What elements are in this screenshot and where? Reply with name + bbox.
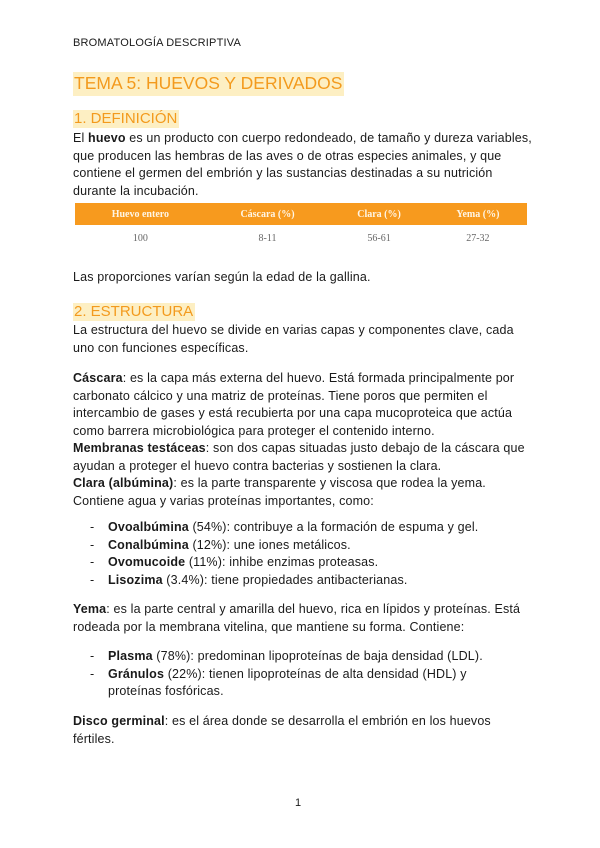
cascara-paragraph: Cáscara: es la capa más externa del huevo. Está formada principalmente por carbonato cálcico y una matriz de proteínas. Tiene poros que permiten el intercambio de gases y está recubierta por una capa mucoproteica que actúa como barrera microbiológica para proteger el contenido interno.	[73, 371, 515, 438]
running-header: BROMATOLOGÍA DESCRIPTIVA	[73, 37, 242, 49]
definition-paragraph: El huevo es un producto con cuerpo redondeado, de tamaño y dureza variables, que producen las hembras de las aves o de otras especies animales, y que contiene el germen del embrión y las sustancias destinadas a su nutrición durante la incubación.	[73, 131, 532, 198]
table-header-row	[75, 203, 527, 225]
yema-component-list	[90, 648, 510, 701]
list-item: - Plasma (78%): predominan lipoproteínas de baja densidad (LDL).	[90, 649, 483, 663]
list-item: - Lisozima (3.4%): tiene propiedades antibacterianas.	[90, 572, 408, 587]
table-header-cell: Clara (%)	[329, 203, 428, 225]
structure-body	[73, 370, 533, 510]
section-heading-estructura: 2. ESTRUCTURA	[74, 303, 194, 320]
list-item: - Ovomucoide (11%): inhibe enzimas proteasas.	[90, 555, 379, 569]
section-heading-definicion: 1. DEFINICIÓN	[74, 110, 178, 127]
proportions-note: Las proporciones varían según la edad de la gallina.	[73, 270, 371, 284]
page-number: 1	[295, 797, 302, 809]
disco-paragraph: Disco germinal: es el área donde se desarrolla el embrión en los huevos fértiles.	[73, 714, 491, 746]
table-cell: 8-11	[258, 233, 277, 244]
table-header-cell: Cáscara (%)	[206, 203, 330, 225]
term-huevo: huevo	[88, 131, 126, 145]
structure-intro: La estructura del huevo se divide en varias capas y componentes clave, cada uno con funciones específicas.	[73, 323, 514, 355]
table-header-cell: Yema (%)	[429, 203, 527, 225]
proportions-table	[75, 203, 527, 252]
table-row	[75, 225, 527, 252]
table-cell: 56-61	[367, 233, 391, 244]
page-title: TEMA 5: HUEVOS Y DERIVADOS	[73, 72, 344, 96]
membranas-paragraph: Membranas testáceas: son dos capas situadas justo debajo de la cáscara que ayudan a proteger el huevo contra bacterias y sostienen la clara.	[73, 441, 525, 473]
clara-paragraph: Clara (albúmina): es la parte transparente y viscosa que rodea la yema. Contiene agua y varias proteínas importantes, como:	[73, 476, 486, 508]
table-cell: 27-32	[466, 233, 490, 244]
list-item: - Ovoalbúmina (54%): contribuye a la formación de espuma y gel.	[90, 520, 479, 534]
table-header-cell: Huevo entero	[75, 203, 206, 225]
clara-protein-list	[90, 519, 510, 589]
list-item: - Conalbúmina (12%): une iones metálicos.	[90, 537, 351, 552]
list-item: - Gránulos (22%): tienen lipoproteínas de alta densidad (HDL) y proteínas fosfóricas.	[90, 666, 467, 698]
table-cell: 100	[132, 233, 148, 244]
yema-paragraph: Yema: es la parte central y amarilla del huevo, rica en lípidos y proteínas. Está rodeada por la membrana vitelina, que mantiene su forma. Contiene:	[73, 602, 521, 634]
